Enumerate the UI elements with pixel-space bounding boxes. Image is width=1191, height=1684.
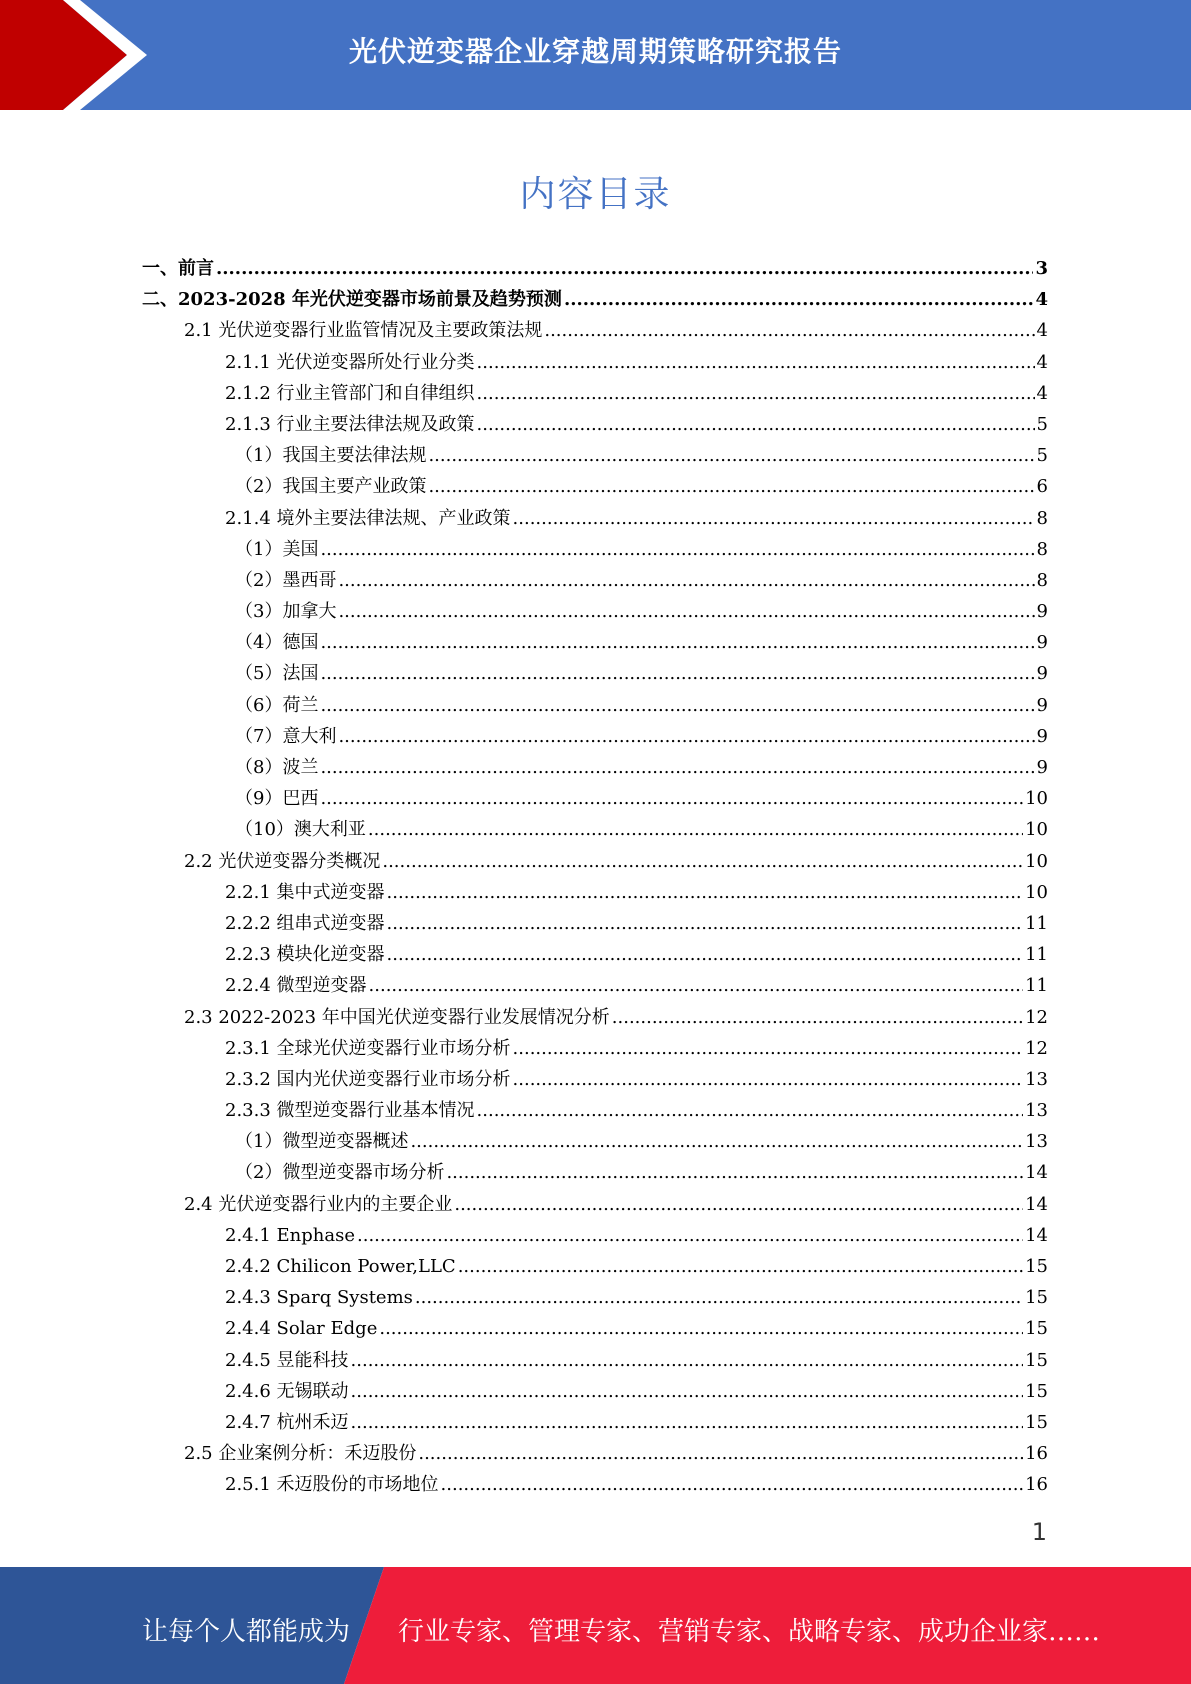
- toc-entry[interactable]: [142, 1033, 1048, 1064]
- toc-entry-label: 2.1.2 行业主管部门和自律组织: [225, 382, 475, 404]
- toc-entry-label: 2.4 光伏逆变器行业内的主要企业: [184, 1193, 453, 1215]
- toc-entry-label: （2）墨西哥: [235, 569, 337, 591]
- toc-entry-label: （1）我国主要法律法规: [235, 445, 427, 467]
- toc-leader-dots: [477, 1095, 1024, 1126]
- toc-entry-page: 13: [1025, 1100, 1048, 1122]
- toc-entry-label: （10）澳大利亚: [235, 819, 366, 841]
- toc-entry-page: 9: [1036, 632, 1048, 654]
- toc-entry-label: （9）巴西: [235, 788, 319, 810]
- toc-entry-label: 2.2.4 微型逆变器: [225, 975, 367, 997]
- toc-entry-page: 9: [1036, 663, 1048, 685]
- toc-entry-label: 2.2.1 集中式逆变器: [225, 881, 385, 903]
- toc-leader-dots: [351, 1345, 1024, 1376]
- toc-entry-page: 16: [1025, 1474, 1048, 1496]
- table-of-contents: [142, 253, 1048, 1501]
- toc-leader-dots: [477, 378, 1035, 409]
- toc-leader-dots: [320, 752, 1034, 783]
- page-number: 1: [1031, 1518, 1047, 1546]
- toc-entry[interactable]: [142, 846, 1048, 877]
- toc-entry[interactable]: [142, 1002, 1048, 1033]
- toc-entry[interactable]: [142, 284, 1048, 315]
- toc-entry[interactable]: [142, 939, 1048, 970]
- toc-leader-dots: [477, 409, 1035, 440]
- toc-entry-label: （1）美国: [235, 538, 319, 560]
- toc-entry-label: 2.2.2 组串式逆变器: [225, 912, 385, 934]
- toc-entry[interactable]: [142, 315, 1048, 346]
- toc-entry-label: 2.3.2 国内光伏逆变器行业市场分析: [225, 1068, 511, 1090]
- toc-leader-dots: [320, 627, 1034, 658]
- toc-entry[interactable]: [142, 471, 1048, 502]
- toc-entry-label: （8）波兰: [235, 757, 319, 778]
- toc-entry-page: 12: [1025, 1037, 1048, 1059]
- toc-leader-dots: [320, 783, 1023, 814]
- toc-entry-page: 10: [1025, 788, 1048, 810]
- toc-entry-label: （2）微型逆变器市场分析: [235, 1162, 445, 1184]
- toc-entry-page: 12: [1025, 1006, 1048, 1028]
- toc-entry-label: （7）意大利: [235, 725, 337, 747]
- toc-leader-dots: [216, 253, 1033, 284]
- toc-leader-dots: [513, 1064, 1024, 1095]
- toc-entry-label: 2.5 企业案例分析：禾迈股份: [184, 1443, 417, 1465]
- toc-entry-page: 9: [1036, 694, 1048, 716]
- toc-leader-dots: [351, 1407, 1024, 1438]
- toc-entry[interactable]: [142, 1251, 1048, 1282]
- toc-leader-dots: [410, 1126, 1023, 1157]
- toc-entry[interactable]: [142, 1282, 1048, 1313]
- toc-entry-page: 15: [1025, 1318, 1048, 1340]
- toc-entry[interactable]: [142, 1126, 1048, 1157]
- toc-entry-label: 2.4.2 Chilicon Power,LLC: [225, 1256, 456, 1277]
- toc-entry-page: 5: [1036, 445, 1048, 467]
- toc-leader-dots: [387, 877, 1024, 908]
- report-title: 光伏逆变器企业穿越周期策略研究报告: [348, 35, 842, 68]
- toc-entry-label: 2.2.3 模块化逆变器: [225, 944, 385, 966]
- toc-leader-dots: [418, 1438, 1023, 1469]
- toc-entry-page: 5: [1036, 413, 1048, 435]
- toc-entry[interactable]: [142, 658, 1048, 689]
- toc-entry-page: 4: [1035, 289, 1048, 311]
- toc-entry-label: 2.4.6 无锡联动: [225, 1380, 349, 1402]
- toc-entry-page: 15: [1025, 1411, 1048, 1433]
- toc-entry-label: 2.1.4 境外主要法律法规、产业政策: [225, 507, 511, 529]
- toc-entry[interactable]: [142, 253, 1048, 284]
- toc-entry[interactable]: [142, 1345, 1048, 1376]
- toc-entry-page: 9: [1036, 725, 1048, 747]
- toc-leader-dots: [446, 1157, 1023, 1188]
- toc-leader-dots: [351, 1376, 1024, 1407]
- toc-entry-label: （4）德国: [235, 632, 319, 654]
- toc-leader-dots: [428, 471, 1034, 502]
- toc-entry-page: 15: [1025, 1349, 1048, 1371]
- toc-entry-page: 8: [1036, 507, 1048, 529]
- toc-entry-page: 9: [1036, 601, 1048, 623]
- toc-leader-dots: [415, 1282, 1023, 1313]
- toc-entry-label: 一、前言: [142, 258, 214, 279]
- toc-entry[interactable]: [142, 1095, 1048, 1126]
- toc-entry[interactable]: [142, 534, 1048, 565]
- toc-entry[interactable]: [142, 1313, 1048, 1344]
- toc-leader-dots: [428, 440, 1034, 471]
- toc-entry-label: 2.3.1 全球光伏逆变器行业市场分析: [225, 1037, 511, 1059]
- toc-entry-page: 8: [1036, 538, 1048, 560]
- toc-leader-dots: [454, 1189, 1023, 1220]
- toc-entry[interactable]: [142, 565, 1048, 596]
- toc-entry[interactable]: [142, 1407, 1048, 1438]
- toc-heading: 内容目录: [519, 174, 672, 215]
- toc-entry-page: 4: [1036, 320, 1048, 342]
- toc-entry-label: 二、2023-2028 年光伏逆变器市场前景及趋势预测: [142, 289, 562, 311]
- toc-leader-dots: [382, 846, 1023, 877]
- toc-leader-dots: [320, 690, 1034, 721]
- toc-entry-page: 11: [1025, 975, 1048, 997]
- toc-entry-label: （3）加拿大: [235, 601, 337, 623]
- toc-entry-label: 2.3.3 微型逆变器行业基本情况: [225, 1100, 475, 1122]
- toc-entry[interactable]: [142, 1469, 1048, 1500]
- toc-entry-label: （6）荷兰: [235, 694, 319, 716]
- toc-entry[interactable]: [142, 378, 1048, 409]
- toc-entry-page: 15: [1025, 1287, 1048, 1309]
- toc-entry[interactable]: [142, 1220, 1048, 1251]
- toc-entry[interactable]: [142, 752, 1048, 783]
- toc-leader-dots: [338, 721, 1034, 752]
- page-header: [0, 0, 1191, 110]
- toc-entry-label: 2.4.3 Sparq Systems: [225, 1287, 413, 1309]
- toc-entry[interactable]: [142, 783, 1048, 814]
- toc-entry-page: 4: [1036, 382, 1048, 404]
- toc-entry[interactable]: [142, 347, 1048, 378]
- toc-entry[interactable]: [142, 908, 1048, 939]
- page-footer: [0, 1567, 1191, 1684]
- footer-slogan-left: 让每个人都能成为: [142, 1617, 351, 1647]
- toc-entry[interactable]: [142, 721, 1048, 752]
- toc-entry-label: 2.1.1 光伏逆变器所处行业分类: [225, 351, 475, 373]
- toc-entry-page: 13: [1025, 1131, 1048, 1153]
- toc-entry-page: 16: [1025, 1443, 1048, 1465]
- toc-leader-dots: [513, 1033, 1024, 1064]
- toc-entry[interactable]: [142, 440, 1048, 471]
- toc-entry-page: 14: [1025, 1224, 1048, 1246]
- toc-entry-label: 2.2 光伏逆变器分类概况: [184, 850, 381, 872]
- toc-entry-page: 13: [1025, 1068, 1048, 1090]
- toc-entry[interactable]: [142, 503, 1048, 534]
- toc-leader-dots: [513, 503, 1035, 534]
- toc-entry-label: （5）法国: [235, 663, 319, 685]
- toc-entry-page: 11: [1025, 912, 1048, 934]
- toc-leader-dots: [369, 970, 1024, 1001]
- toc-entry[interactable]: [142, 814, 1048, 845]
- toc-leader-dots: [387, 939, 1024, 970]
- toc-leader-dots: [612, 1002, 1023, 1033]
- toc-leader-dots: [338, 596, 1034, 627]
- toc-entry-page: 3: [1035, 258, 1048, 279]
- toc-entry-page: 9: [1036, 757, 1048, 778]
- toc-entry[interactable]: [142, 596, 1048, 627]
- toc-leader-dots: [338, 565, 1034, 596]
- toc-leader-dots: [387, 908, 1024, 939]
- footer-slogan-right: 行业专家、管理专家、营销专家、战略专家、成功企业家……: [398, 1617, 1101, 1647]
- toc-entry-page: 10: [1025, 819, 1048, 841]
- toc-entry[interactable]: [142, 1157, 1048, 1188]
- toc-entry-label: 2.4.5 昱能科技: [225, 1349, 349, 1371]
- toc-entry-label: （2）我国主要产业政策: [235, 476, 427, 498]
- toc-entry-page: 6: [1036, 476, 1048, 498]
- toc-entry[interactable]: [142, 1064, 1048, 1095]
- toc-leader-dots: [544, 315, 1034, 346]
- toc-entry-page: 10: [1025, 881, 1048, 903]
- toc-entry-page: 14: [1025, 1162, 1048, 1184]
- toc-entry-page: 15: [1025, 1256, 1048, 1277]
- toc-entry-label: 2.3 2022-2023 年中国光伏逆变器行业发展情况分析: [184, 1006, 610, 1028]
- toc-entry[interactable]: [142, 627, 1048, 658]
- toc-leader-dots: [458, 1251, 1023, 1282]
- toc-entry-label: 2.1 光伏逆变器行业监管情况及主要政策法规: [184, 320, 543, 342]
- toc-leader-dots: [357, 1220, 1023, 1251]
- toc-leader-dots: [477, 347, 1035, 378]
- toc-leader-dots: [368, 814, 1023, 845]
- toc-entry[interactable]: [142, 970, 1048, 1001]
- toc-leader-dots: [441, 1469, 1024, 1500]
- toc-leader-dots: [320, 658, 1034, 689]
- toc-entry-label: 2.4.1 Enphase: [225, 1224, 355, 1246]
- toc-entry-label: 2.4.4 Solar Edge: [225, 1318, 378, 1340]
- toc-entry[interactable]: [142, 409, 1048, 440]
- toc-leader-dots: [320, 534, 1034, 565]
- toc-leader-dots: [564, 284, 1034, 315]
- toc-entry-page: 14: [1025, 1193, 1048, 1215]
- toc-leader-dots: [379, 1313, 1023, 1344]
- toc-entry-label: 2.1.3 行业主要法律法规及政策: [225, 413, 475, 435]
- toc-entry-page: 11: [1025, 944, 1048, 966]
- toc-entry-page: 4: [1036, 351, 1048, 373]
- toc-entry-page: 10: [1025, 850, 1048, 872]
- toc-entry-label: 2.5.1 禾迈股份的市场地位: [225, 1474, 439, 1496]
- toc-entry-page: 15: [1025, 1380, 1048, 1402]
- toc-entry[interactable]: [142, 690, 1048, 721]
- toc-entry[interactable]: [142, 1438, 1048, 1469]
- toc-entry[interactable]: [142, 1376, 1048, 1407]
- toc-entry-label: （1）微型逆变器概述: [235, 1131, 409, 1153]
- toc-entry-label: 2.4.7 杭州禾迈: [225, 1411, 349, 1433]
- toc-entry[interactable]: [142, 877, 1048, 908]
- toc-entry[interactable]: [142, 1189, 1048, 1220]
- toc-entry-page: 8: [1036, 569, 1048, 591]
